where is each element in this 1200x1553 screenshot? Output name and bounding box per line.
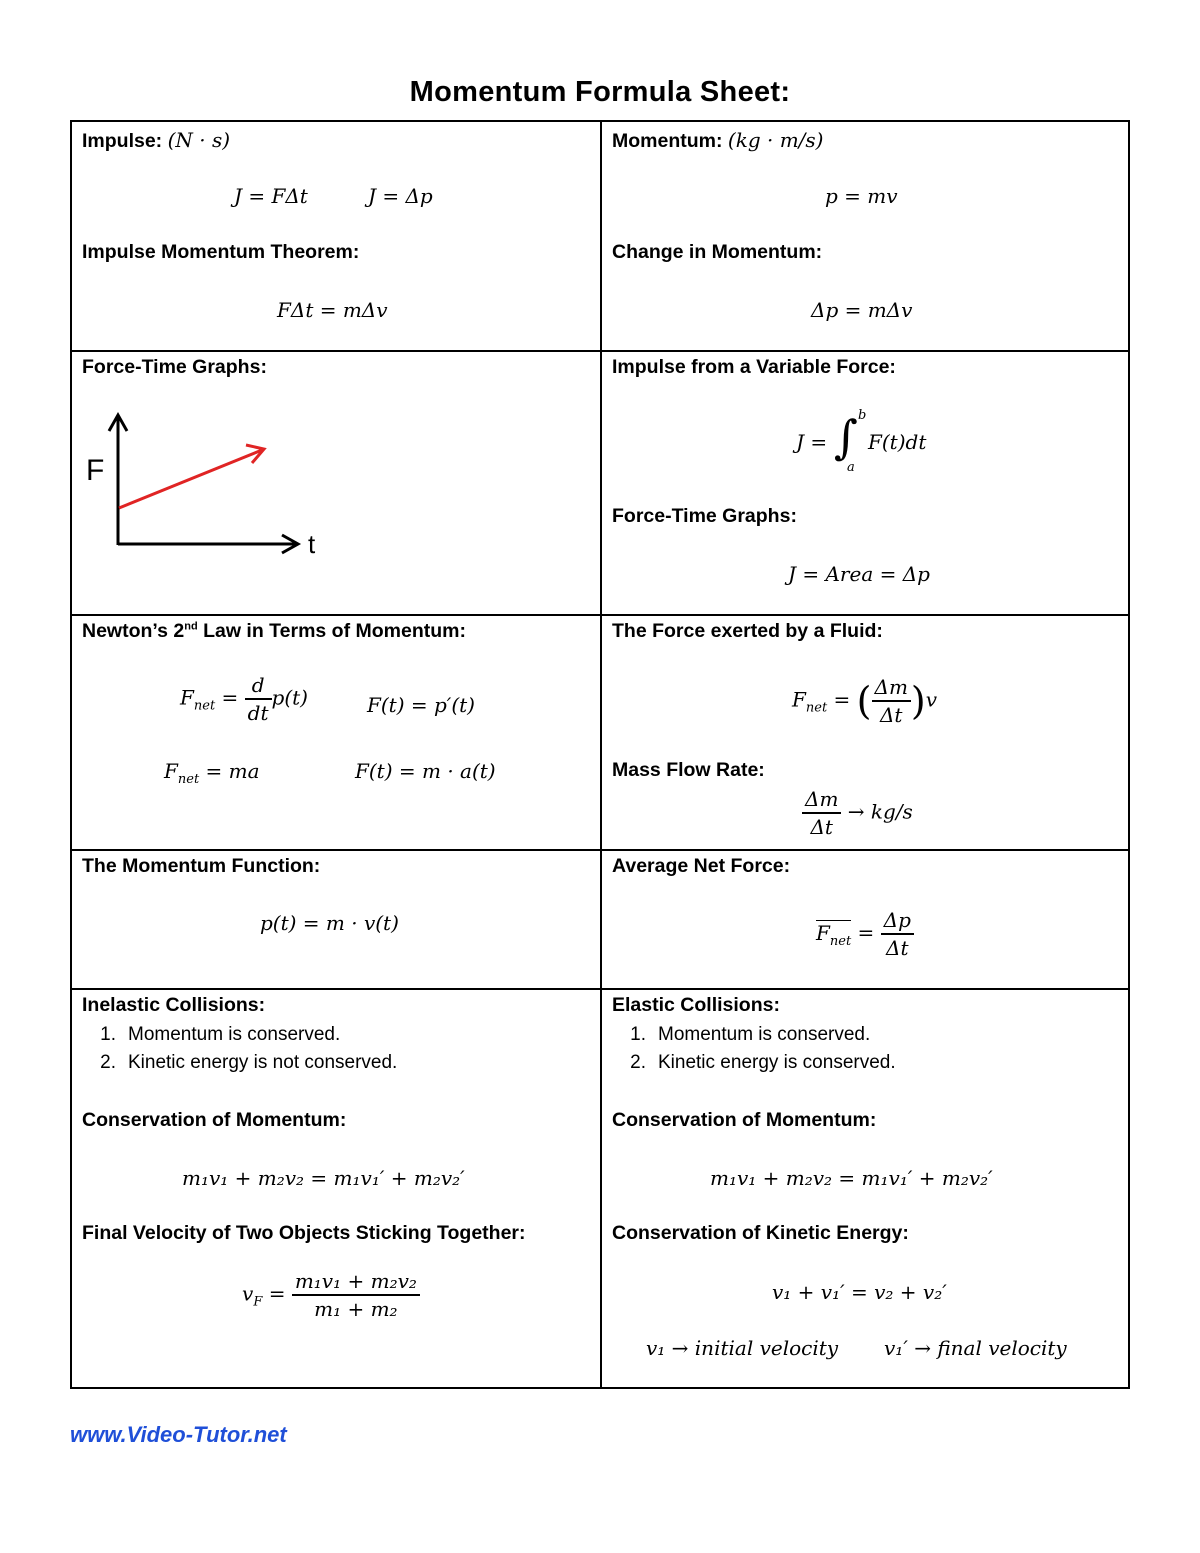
integrand: F(t)dt xyxy=(868,430,927,454)
graph-y-label: F xyxy=(86,454,105,487)
inelastic-heading: Inelastic Collisions: xyxy=(82,994,266,1016)
newton-cell xyxy=(72,616,600,849)
list-item: 2. Kinetic energy is conserved. xyxy=(630,1052,896,1073)
mass-flow-rate-eq: $\frac{\Delta m}{\Delta t}$ → kg/s xyxy=(802,786,913,840)
impulse-eq-2: J = Δp xyxy=(368,184,433,208)
integral-eq-left: J = xyxy=(796,430,828,454)
elastic-heading: Elastic Collisions: xyxy=(612,994,780,1016)
kinetic-energy-eq: v₁ + v₁′ = v₂ + v₂′ xyxy=(772,1280,947,1304)
average-net-force-heading: Average Net Force: xyxy=(612,855,791,877)
average-net-force-eq: $F_{net}$ = $\frac{\Delta p}{\Delta t}$ xyxy=(816,907,914,961)
elastic-conservation-heading: Conservation of Momentum: xyxy=(612,1109,877,1131)
graph-x-label: t xyxy=(308,529,316,559)
page-title: Momentum Formula Sheet: xyxy=(409,76,791,108)
force-line xyxy=(119,450,262,508)
momentum-function-heading: The Momentum Function: xyxy=(82,855,321,877)
elastic-conservation-eq: m₁v₁ + m₂v₂ = m₁v₁′ + m₂v₂′ xyxy=(710,1166,993,1190)
newton-eq-3: $F_{net}$ = ma xyxy=(164,759,260,787)
formula-table xyxy=(70,120,1130,1389)
fluid-force-eq: $F_{net}$ = ( $\frac{\Delta m}{\Delta t}$ )v xyxy=(792,675,938,727)
newton-eq-2: F(t) = p′(t) xyxy=(367,693,475,717)
list-item: 1. Momentum is conserved. xyxy=(100,1024,341,1045)
newton-heading-sup: nd xyxy=(184,620,198,633)
impulse-momentum-theorem-heading: Impulse Momentum Theorem: xyxy=(82,241,360,263)
newton-eq-4: F(t) = m · a(t) xyxy=(355,759,496,783)
inelastic-cell xyxy=(72,990,600,1387)
variable-force-subheading: Force-Time Graphs: xyxy=(612,505,797,527)
list-item: 1. Momentum is conserved. xyxy=(630,1024,871,1045)
kinetic-energy-heading: Conservation of Kinetic Energy: xyxy=(612,1222,909,1244)
newton-eq-1: $F_{net}$ = $\frac{d}{dt}$ p(t) xyxy=(180,673,308,725)
newton-heading-rest: Law in Terms of Momentum: xyxy=(197,620,466,642)
momentum-eq: p = mv xyxy=(825,184,898,208)
final-velocity-legend: v₁′ → final velocity xyxy=(884,1336,1067,1360)
average-net-force-cell xyxy=(602,851,1128,988)
initial-velocity-legend: v₁ → initial velocity xyxy=(646,1336,839,1360)
impulse-heading: Impulse: xyxy=(82,130,163,152)
force-time-cell xyxy=(72,352,600,614)
final-velocity-heading: Final Velocity of Two Objects Sticking Together: xyxy=(82,1222,526,1244)
impulse-eq-1: J = FΔt xyxy=(234,184,308,208)
change-in-momentum-eq: Δp = mΔv xyxy=(811,298,913,322)
change-in-momentum-heading: Change in Momentum: xyxy=(612,241,823,263)
variable-force-heading: Impulse from a Variable Force: xyxy=(612,356,896,378)
newton-heading: Newton’s 2 xyxy=(82,620,185,642)
website-link[interactable]: www.Video-Tutor.net xyxy=(70,1422,287,1447)
mass-flow-rate-heading: Mass Flow Rate: xyxy=(612,759,765,781)
integral-lower-bound: a xyxy=(847,460,855,475)
momentum-unit: (kg · m/s) xyxy=(727,128,824,152)
force-time-heading: Force-Time Graphs: xyxy=(82,356,267,378)
elastic-list xyxy=(612,1021,896,1077)
impulse-cell xyxy=(72,122,600,350)
inelastic-conservation-eq: m₁v₁ + m₂v₂ = m₁v₁′ + m₂v₂′ xyxy=(182,1166,465,1190)
force-time-graph xyxy=(82,407,342,577)
momentum-function-cell xyxy=(72,851,600,988)
integral-upper-bound: b xyxy=(858,408,867,423)
momentum-heading: Momentum: xyxy=(612,130,723,152)
fluid-force-heading: The Force exerted by a Fluid: xyxy=(612,620,883,642)
impulse-unit: (N · s) xyxy=(167,128,231,152)
momentum-function-eq: p(t) = m · v(t) xyxy=(260,911,399,935)
inelastic-conservation-heading: Conservation of Momentum: xyxy=(82,1109,347,1131)
variable-force-cell xyxy=(602,352,1128,614)
elastic-cell xyxy=(602,990,1128,1387)
area-eq: J = Area = Δp xyxy=(788,562,930,586)
impulse-momentum-theorem-eq: FΔt = mΔv xyxy=(277,298,388,322)
fluid-force-cell xyxy=(602,616,1128,849)
inelastic-list xyxy=(82,1021,397,1077)
list-item: 2. Kinetic energy is not conserved. xyxy=(100,1052,398,1073)
final-velocity-eq: $v_F$ = $\frac{\text{m₁v₁ + m₂v₂}}{\text{m₁ + m₂}}$ xyxy=(242,1268,420,1322)
momentum-cell xyxy=(602,122,1128,350)
integral-sign: ∫ xyxy=(834,410,858,464)
